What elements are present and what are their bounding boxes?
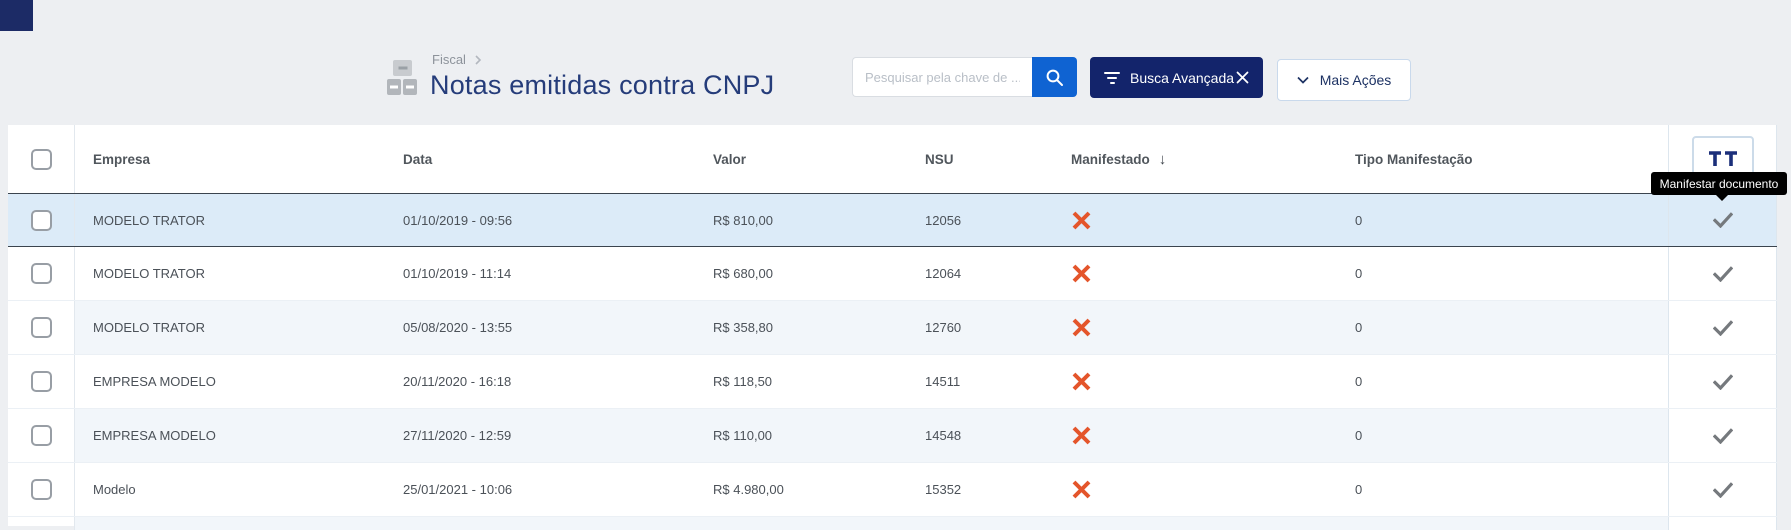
row-checkbox[interactable] [31,425,52,446]
search-button[interactable] [1032,57,1077,97]
filter-icon [1104,72,1120,84]
boxes-icon [387,60,418,102]
row-checkbox[interactable] [31,263,52,284]
clear-advanced-search-icon[interactable] [1236,71,1249,84]
manifest-check-icon[interactable] [1713,266,1733,282]
cell-empresa: MODELO TRATOR [75,194,385,246]
cell-nsu: 12056 [907,194,1053,246]
select-all-checkbox[interactable] [31,149,52,170]
table-row[interactable] [8,517,1777,530]
search-icon [1045,68,1064,87]
sort-desc-icon[interactable]: ↓ [1158,150,1167,168]
tooltip [1651,172,1787,195]
page-title: Notas emitidas contra CNPJ [430,70,775,100]
cell-nsu: 14511 [925,374,961,389]
chevron-right-icon [474,55,482,65]
documents-table [8,125,1777,526]
table-row[interactable] [8,301,1777,355]
table-row[interactable] [8,463,1777,517]
cell-tipo: 0 [1355,374,1363,389]
cell-tipo: 0 [1337,301,1668,354]
cell-nsu: 12760 [907,301,1053,354]
column-header-nsu[interactable]: NSU [925,151,954,167]
manifestar-documento-icon [1708,151,1738,168]
table-row[interactable] [8,355,1777,409]
not-manifested-x-icon [1071,371,1092,392]
cell-data: 01/10/2019 - 11:14 [403,266,512,281]
advanced-search-button[interactable] [1090,57,1263,98]
manifest-check-icon[interactable] [1713,374,1733,390]
cell-data: 25/01/2021 - 10:06 [403,482,513,497]
column-header-data[interactable]: Data [403,151,433,167]
cell-valor: R$ 680,00 [713,266,773,281]
row-checkbox[interactable] [31,210,52,231]
cell-tipo: 0 [1355,482,1363,497]
cell-data: 27/11/2020 - 12:59 [385,409,695,462]
cell-data: 20/11/2020 - 16:18 [403,374,512,389]
cell-data: 01/10/2019 - 09:56 [385,194,695,246]
not-manifested-x-icon [1071,425,1092,446]
cell-valor: R$ 358,80 [695,301,907,354]
manifest-check-icon[interactable] [1713,482,1733,498]
cell-valor: R$ 810,00 [695,194,907,246]
column-header-manifestado[interactable]: Manifestado ↓ [1071,150,1167,168]
column-header-valor[interactable]: Valor [713,151,747,167]
cell-valor: R$ 110,00 [695,409,907,462]
manifest-check-icon[interactable] [1713,320,1733,336]
cell-empresa: EMPRESA MODELO [75,409,385,462]
column-header-empresa[interactable]: Empresa [93,151,151,167]
table-header-row [8,125,1777,193]
cell-nsu: 12064 [925,266,962,281]
cell-tipo: 0 [1355,266,1363,281]
cell-valor: R$ 118,50 [713,374,773,389]
cell-empresa: EMPRESA MODELO [93,374,216,389]
table-row[interactable] [8,247,1777,301]
not-manifested-x-icon [1071,263,1092,284]
row-checkbox[interactable] [31,479,52,500]
cell-valor: R$ 4.980,00 [713,482,784,497]
search-input[interactable] [852,57,1032,97]
breadcrumb-fiscal[interactable]: Fiscal [432,52,466,67]
row-checkbox[interactable] [31,371,52,392]
cell-nsu: 15352 [925,482,962,497]
not-manifested-x-icon [1071,479,1092,500]
app-corner-block[interactable] [0,0,33,31]
tooltip-text: Manifestar documento [1659,176,1779,191]
cell-tipo: 0 [1337,194,1668,246]
table-row[interactable] [8,409,1777,463]
cell-nsu: 14548 [907,409,1053,462]
cell-tipo: 0 [1337,409,1668,462]
advanced-search-label: Busca Avançada [1130,69,1235,86]
more-actions-label: Mais Ações [1319,72,1392,88]
row-checkbox[interactable] [31,317,52,338]
cell-data: 05/08/2020 - 13:55 [385,301,695,354]
cell-empresa: Modelo [93,482,136,497]
manifest-check-icon[interactable] [1713,212,1733,228]
more-actions-button[interactable] [1277,59,1411,101]
not-manifested-x-icon [1071,210,1092,231]
manifest-check-icon[interactable] [1713,428,1733,444]
cell-empresa: MODELO TRATOR [75,301,385,354]
breadcrumb[interactable] [432,52,482,67]
cell-empresa: MODELO TRATOR [93,266,205,281]
not-manifested-x-icon [1071,317,1092,338]
table-row[interactable] [8,193,1777,247]
column-header-tipo-manifestacao[interactable]: Tipo Manifestação [1355,151,1473,167]
chevron-down-icon [1297,76,1309,84]
